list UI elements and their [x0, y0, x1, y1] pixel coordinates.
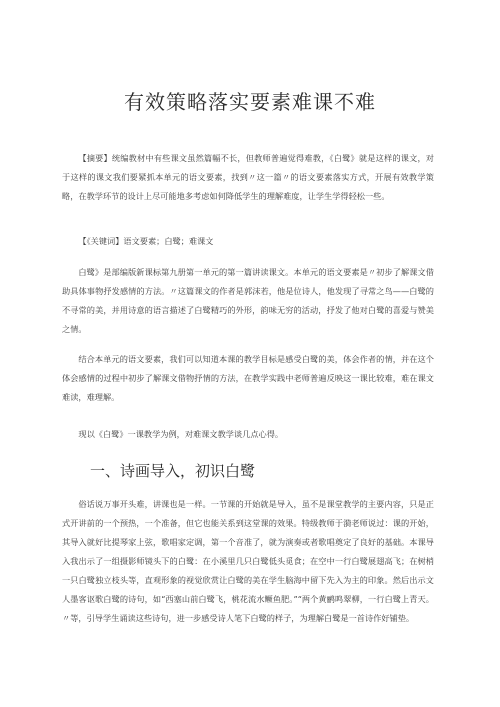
body-paragraph-3: 现以《白鹭》一课教学为例，对难课文教学谈几点心得。 [78, 429, 284, 439]
keywords-paragraph: 【《关键词】语文要素；白鹭；难课文 [78, 236, 214, 246]
document-title: 有效策略落实要素难课不难 [124, 90, 376, 114]
section-heading: 一、诗画导入，初识白鹭 [90, 462, 256, 480]
body-paragraph-2: 结合本单元的语文要素，我们可以知道本课的教学目标是感受白鹭的美，体会作者的情，并在这个体会感情的过程中初步了解课文借物抒情的方法，在教学实践中老师普遍反映这一课比较难，难在课文难读，难理解。 [62, 354, 434, 402]
section-paragraph: 俗话说万事开头难，讲课也是一样。一节课的开始就是导入，虽不是课堂教学的主要内容，只是正式开讲前的一个预热，一个准备，但它也能关系到这堂课的效果。特级教师于漪老师说过：课的开始，其导入就好比提琴家上弦，歌唱家定调，第一个音准了，就为演奏或者歌唱奠定了良好的基础。本课导入我出示了一组摄影师镜头下的白鹭：在小溪里几只白鹭低头觅食；在空中一行白鹭展翅高飞；在树梢一只白鹭独立枝头等，直观形象的视觉欣赏让白鹭的美在学生脑海中留下先入为主的印象。然后出示文人墨客讴歌白鹭的诗句，如“西塞山前白鹭飞，桃花流水鳜鱼肥。”“两个黄鹂鸣翠柳，一行白鹭上青天。〃等，引导学生诵读这些诗句，进一步感受诗人笔下白鹭的样子，为理解白鹭是一首诗作好铺垫。 [62, 499, 434, 623]
body-paragraph-1: 白鹭》是部编版新课标第九册第一单元的第一篇讲读课文。本单元的语文要素是〃初步了解课文借助具体事物抒发感情的方法。〃这篇课文的作者是郭沫若，他是位诗人，他发现了寻常之鸟——白鹭的不寻常的美，并用诗意的语言描述了白鹭精巧的外形，韵味无穷的活动，抒发了他对白鹭的喜爱与赞美之情。 [62, 267, 434, 334]
abstract-paragraph: 【摘要】统编教材中有些课文虽然篇幅不长，但教师普遍觉得难教，《白鹭》就是这样的课文，对于这样的课文我们要紧抓本单元的语文要素，找到〃这一篇〃的语文要素落实方式，开展有效教学策略，在教学环节的设计上尽可能地多考虑如何降低学生的理解难度，让学生学得轻松一些。 [62, 153, 434, 201]
